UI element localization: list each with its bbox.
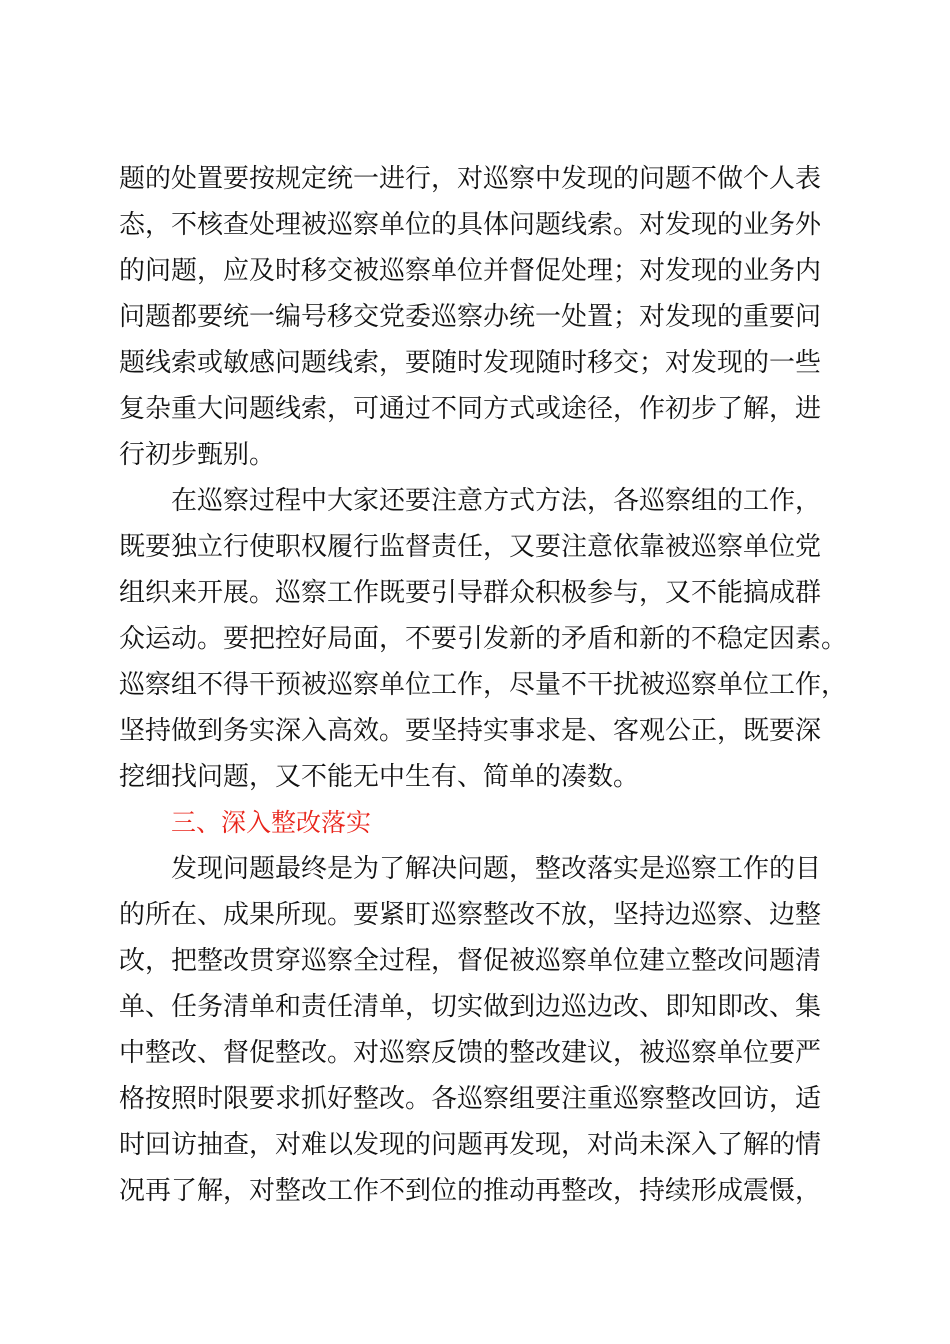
paragraph-line: 行初步甄别。 (119, 440, 276, 470)
paragraph-line: 中整改、督促整改。对巡察反馈的整改建议，被巡察单位要严 (119, 1038, 822, 1068)
paragraph-line: 的所在、成果所现。要紧盯巡察整改不放，坚持边巡察、边整 (119, 900, 822, 930)
section-heading: 三、深入整改落实 (171, 808, 372, 837)
paragraph-line: 问题都要统一编号移交党委巡察办统一处置；对发现的重要问 (119, 302, 822, 332)
paragraph-line: 众运动。要把控好局面，不要引发新的矛盾和新的不稳定因素。 (119, 624, 848, 654)
paragraph-line: 格按照时限要求抓好整改。各巡察组要注重巡察整改回访，适 (119, 1084, 822, 1114)
paragraph-line: 题的处置要按规定统一进行，对巡察中发现的问题不做个人表 (119, 164, 822, 194)
paragraph-line: 巡察组不得干预被巡察单位工作，尽量不干扰被巡察单位工作， (119, 670, 848, 700)
paragraph-line: 况再了解，对整改工作不到位的推动再整改，持续形成震慑， (119, 1176, 822, 1206)
paragraph-line: 题线索或敏感问题线索，要随时发现随时移交；对发现的一些 (119, 348, 822, 378)
paragraph-line: 坚持做到务实深入高效。要坚持实事求是、客观公正，既要深 (119, 716, 822, 746)
paragraph-line: 改，把整改贯穿巡察全过程，督促被巡察单位建立整改问题清 (119, 946, 822, 976)
paragraph-line: 态，不核查处理被巡察单位的具体问题线索。对发现的业务外 (119, 210, 822, 240)
paragraph-line: 的问题，应及时移交被巡察单位并督促处理；对发现的业务内 (119, 256, 822, 286)
paragraph-line: 组织来开展。巡察工作既要引导群众积极参与，又不能搞成群 (119, 578, 822, 608)
paragraph-line: 挖细找问题，又不能无中生有、简单的凑数。 (119, 762, 640, 792)
paragraph-line: 单、任务清单和责任清单，切实做到边巡边改、即知即改、集 (119, 992, 822, 1022)
paragraph-line: 既要独立行使职权履行监督责任，又要注意依靠被巡察单位党 (119, 532, 822, 562)
paragraph-line: 发现问题最终是为了解决问题，整改落实是巡察工作的目 (171, 854, 822, 884)
paragraph-line: 在巡察过程中大家还要注意方式方法，各巡察组的工作， (171, 486, 822, 516)
paragraph-line: 复杂重大问题线索，可通过不同方式或途径，作初步了解，进 (119, 394, 822, 424)
paragraph-line: 时回访抽查，对难以发现的问题再发现，对尚未深入了解的情 (119, 1130, 822, 1160)
